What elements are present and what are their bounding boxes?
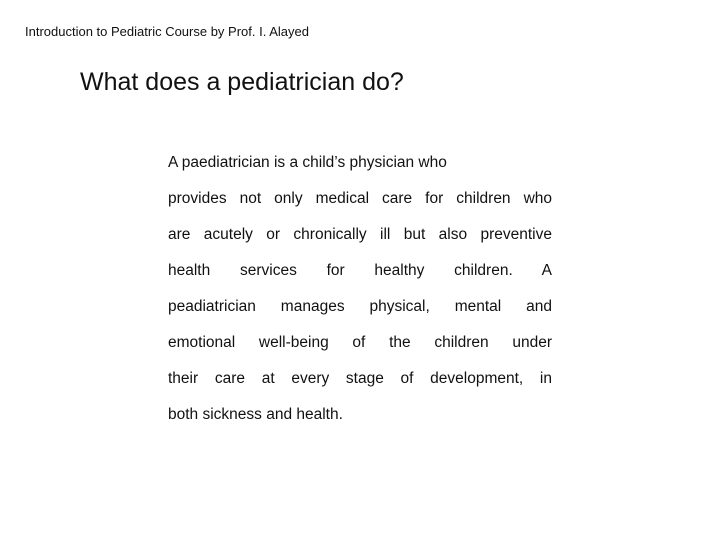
body-line: emotional well-being of the children under (168, 334, 552, 351)
body-line: are acutely or chronically ill but also preventive (168, 226, 552, 243)
body-line: their care at every stage of development, in (168, 370, 552, 387)
body-line: provides not only medical care for children who (168, 190, 552, 207)
body-paragraph (168, 145, 552, 433)
body-line: A paediatrician is a child’s physician who (168, 154, 447, 171)
course-header: Introduction to Pediatric Course by Prof. I. Alayed (25, 24, 309, 39)
body-line: health services for healthy children. A (168, 262, 552, 279)
body-line: both sickness and health. (168, 406, 343, 423)
slide-title: What does a pediatrician do? (80, 68, 404, 96)
body-line: peadiatrician manages physical, mental and (168, 298, 552, 315)
